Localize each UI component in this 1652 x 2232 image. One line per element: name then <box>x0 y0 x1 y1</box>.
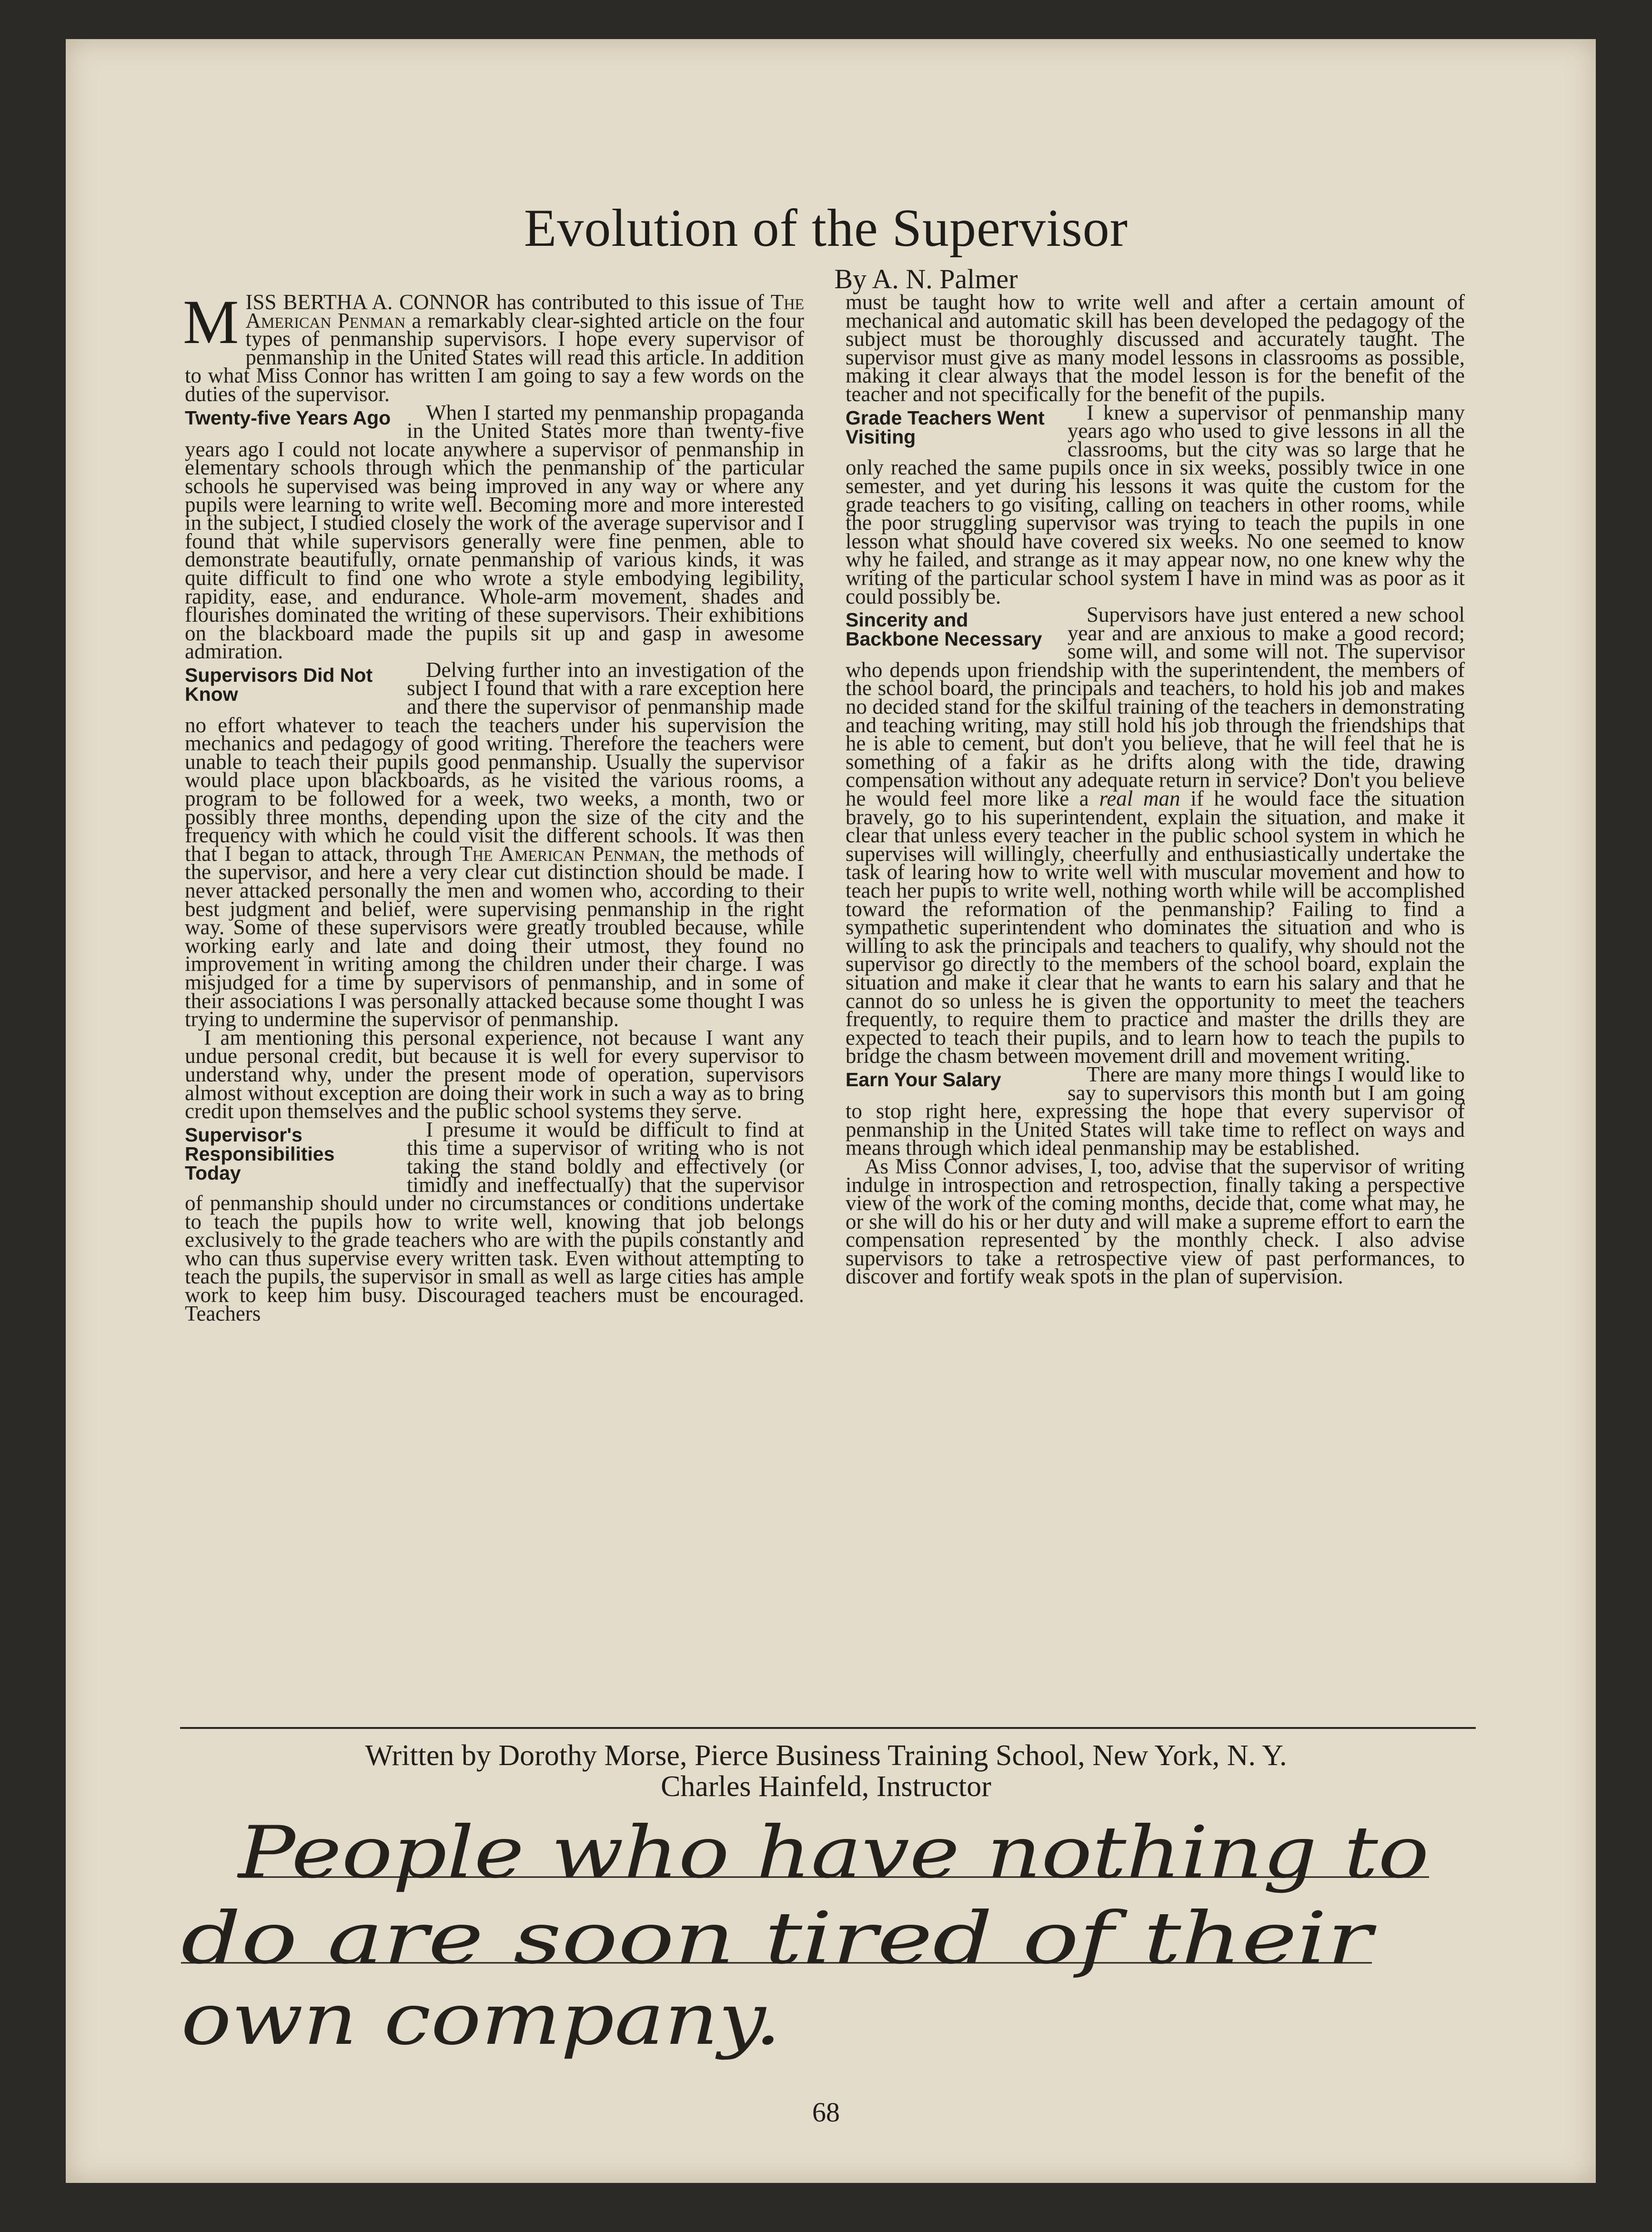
section-paragraph <box>185 657 805 1031</box>
publication-name: The American Penman <box>459 841 660 866</box>
continued-paragraph <box>846 290 1465 406</box>
section-paragraph <box>185 400 804 664</box>
script-line-2: do are soon tired of their <box>181 1897 1377 1980</box>
script-specimen <box>181 1806 1515 2068</box>
paragraph-text: I am mentioning this personal experience, not because I want any undue personal credit, but because it is well for every supervisor to understand why, under the present mode of operation, supervisors almost without exception are doing their work in such a way as to bring credit upon themselves and the public school systems they serve. <box>185 1025 804 1123</box>
paragraph-text: Delving further into an investigation of the subject I found that with a rare exception here and there the supervisor of penmanship made no effort whatever to teach the teachers under his supervision the mechanics and pedagogy of good writing. Therefore the teachers were unable to teach their pupils good penmanship. Usually the supervisor would place upon blackboards, as he visited the various rooms, a program to be followed for a week, two weeks, a month, two or possibly three months, depending upon the size of the city and the frequency with which he could visit the different schools. It was then that I began to attack, through The American Penman, the methods of the supervisor, and here a very clear cut distinction should be made. I never attacked personally the men and women who, according to their best judgment and belief, were supervising penmanship in the right way. Some of these supervisors were greatly troubled because, while working early and late and doing their utmost, they found no improvement in writing among the children under their charge. I was misjudged for a time by supervisors of penmanship, and in some of their associations I was personally attacked because some thought I was trying to undermine the supervisor of penmanship. <box>185 657 805 1031</box>
section-paragraph <box>185 1025 804 1123</box>
publication-name: The American Penman <box>245 290 804 333</box>
paragraph-text: I knew a supervisor of penmanship many years ago who used to give lessons in all the classrooms, but the city was so large that he only reached the same pupils once in six weeks, possibly twice in one semester, and yet during his lessons it was quite the custom for the grade teachers to go visiting, calling on teachers in other rooms, while the poor struggling supervisor was trying to teach the pupils in one lesson what should have covered six weeks. No one seemed to know why he failed, and strange as it may appear now, no one knew why the writing of the particular school system I have in mind was as poor as it could possibly be. <box>846 400 1465 608</box>
article-title: Evolution of the Supervisor <box>524 199 1128 258</box>
side-heading: Supervisor's Responsibilities Today <box>185 1123 335 1184</box>
script-line-1: People who have nothing to <box>236 1811 1430 1894</box>
paragraph-text: There are many more things I would like to say to supervisors this month but I am going to stop right here, expressing the hope that every supervisor of penmanship in the United States will take time to reflect on ways and means through which ideal penmanship may be established. <box>846 1062 1465 1160</box>
paragraph-text: As Miss Connor advises, I, too, advise that the supervisor of writing indulge in introspection and retrospection, finally taking a perspective view of the work of the coming months, decide that, come what may, he or she will do his or her duty and will make a supreme effort to earn the compensation represented by the monthly check. I also advise supervisors to take a retrospective view of past performances, to discover and fortify weak spots in the plan of supervision. <box>846 1154 1465 1289</box>
section-paragraph <box>846 400 1465 608</box>
drop-cap: M <box>183 287 239 357</box>
intro-paragraph <box>183 287 804 406</box>
paragraph-text: must be taught how to write well and after a certain amount of mechanical and automatic skill has been developed the pedagogy of the subject must be thoroughly discussed and accurately taught. The supervisor must give as many model lessons in classrooms as possible, making it clear always that the model lesson is for the benefit of the teacher and not specifically for the benefit of the pupils. <box>846 290 1465 406</box>
credit-writer: Written by Dorothy Morse, Pierce Business Training School, New York, N. Y. <box>365 1739 1287 1772</box>
side-heading: Twenty-five Years Ago <box>185 406 391 429</box>
credit-instructor: Charles Hainfeld, Instructor <box>661 1770 991 1803</box>
script-line-3: own company. <box>181 1978 781 2061</box>
paragraph-text: When I started my penmanship propaganda in the United States more than twenty-five years ago I could not locate anywhere a supervisor of penmanship in elementary schools through which the penmanship of the particular schools he supervised was being improved in any way or where any pupils were learning to write well. Becoming more and more interested in the subject, I studied closely the work of the average supervisor and I found that while supervisors generally were fine penmen, able to demonstrate beautifully, ornate penmanship of various kinds, it was quite difficult to find one who wrote a style embodying legibility, rapidity, ease, and endurance. Whole-arm movement, shades and flourishes dominated the writing of these supervisors. Their exhibitions on the blackboard made the pupils sit up and gasp in awesome admiration. <box>185 400 804 664</box>
paragraph-text: Supervisors have just entered a new school year and are anxious to make a good record; some will, and some will not. The supervisor who depends upon friendship with the superintendent, the members of the school board, the principals and teachers, to hold his job and makes no decided stand for the skilful training of the teachers in demonstrating and teaching writing, may still hold his job through the friendships that he is able to cement, but don't you believe, that he will feel that he is something of a fakir as he drifts along with the tide, drawing compensation without any adequate return in service? Don't you believe he would feel more like a real man if he would face the situation bravely, go to his superintendent, explain the situation, and make it clear that unless every teacher in the public school system in which he supervises will willingly, cheerfully and enthusiastically undertake the task of learing how to write well with muscular movement and how to teach her pupis to write well, nothing worth while will be accomplished toward the reformation of the penmanship? Failing to find a sympathetic superintendent who dominates the situation and who is willing to ask the principals and teachers to qualify, why should not the supervisor go directly to the members of the school board, explain the situation and make it clear that he wants to earn his salary and that he cannot do so unless he is given the opportunity to meet the teachers frequently, to require them to practice and master the drills they are expected to teach their pupils, and to learn how to teach the pupils to bridge the chasm between movement drill and movement writing. <box>846 603 1465 1068</box>
right-column <box>846 290 1465 1289</box>
section-paragraph <box>185 1117 804 1325</box>
emphasis: real man <box>1099 787 1180 811</box>
side-heading: Earn Your Salary <box>846 1068 1001 1091</box>
side-heading: Supervisors Did Not Know <box>185 664 373 705</box>
divider-rule <box>180 1727 1476 1729</box>
paragraph-text: I presume it would be difficult to find at this time a supervisor of writing who is not taking the stand boldly and effectively (or timidly and ineffectually) that the supervisor of penmanship should under no circumstances or conditions undertake to teach the pupils how to write well, knowing that job belongs exclusively to the grade teachers who are with the pupils constantly and who can thus supervise every written task. Even without attempting to teach the pupils, the supervisor in small as well as large cities has ample work to keep him busy. Discouraged teachers must be encouraged. Teachers <box>185 1117 804 1325</box>
section-paragraph <box>846 1154 1465 1289</box>
section-paragraph <box>846 1062 1465 1160</box>
left-column <box>183 287 805 1325</box>
article-byline: By A. N. Palmer <box>834 263 1018 294</box>
section-paragraph <box>846 603 1465 1068</box>
intro-text: ISS BERTHA A. CONNOR has contributed to this issue of The American Penman a remarkably clear-sighted article on the four types of penmanship supervisors. I hope every supervisor of penmanship in the United States will read this article. In addition to what Miss Connor has written I am going to say a few words on the duties of the supervisor. <box>185 290 804 406</box>
side-heading: Grade Teachers Went Visiting <box>846 406 1045 448</box>
page-number: 68 <box>812 2097 840 2128</box>
side-heading: Sincerity and Backbone Necessary <box>846 609 1042 650</box>
